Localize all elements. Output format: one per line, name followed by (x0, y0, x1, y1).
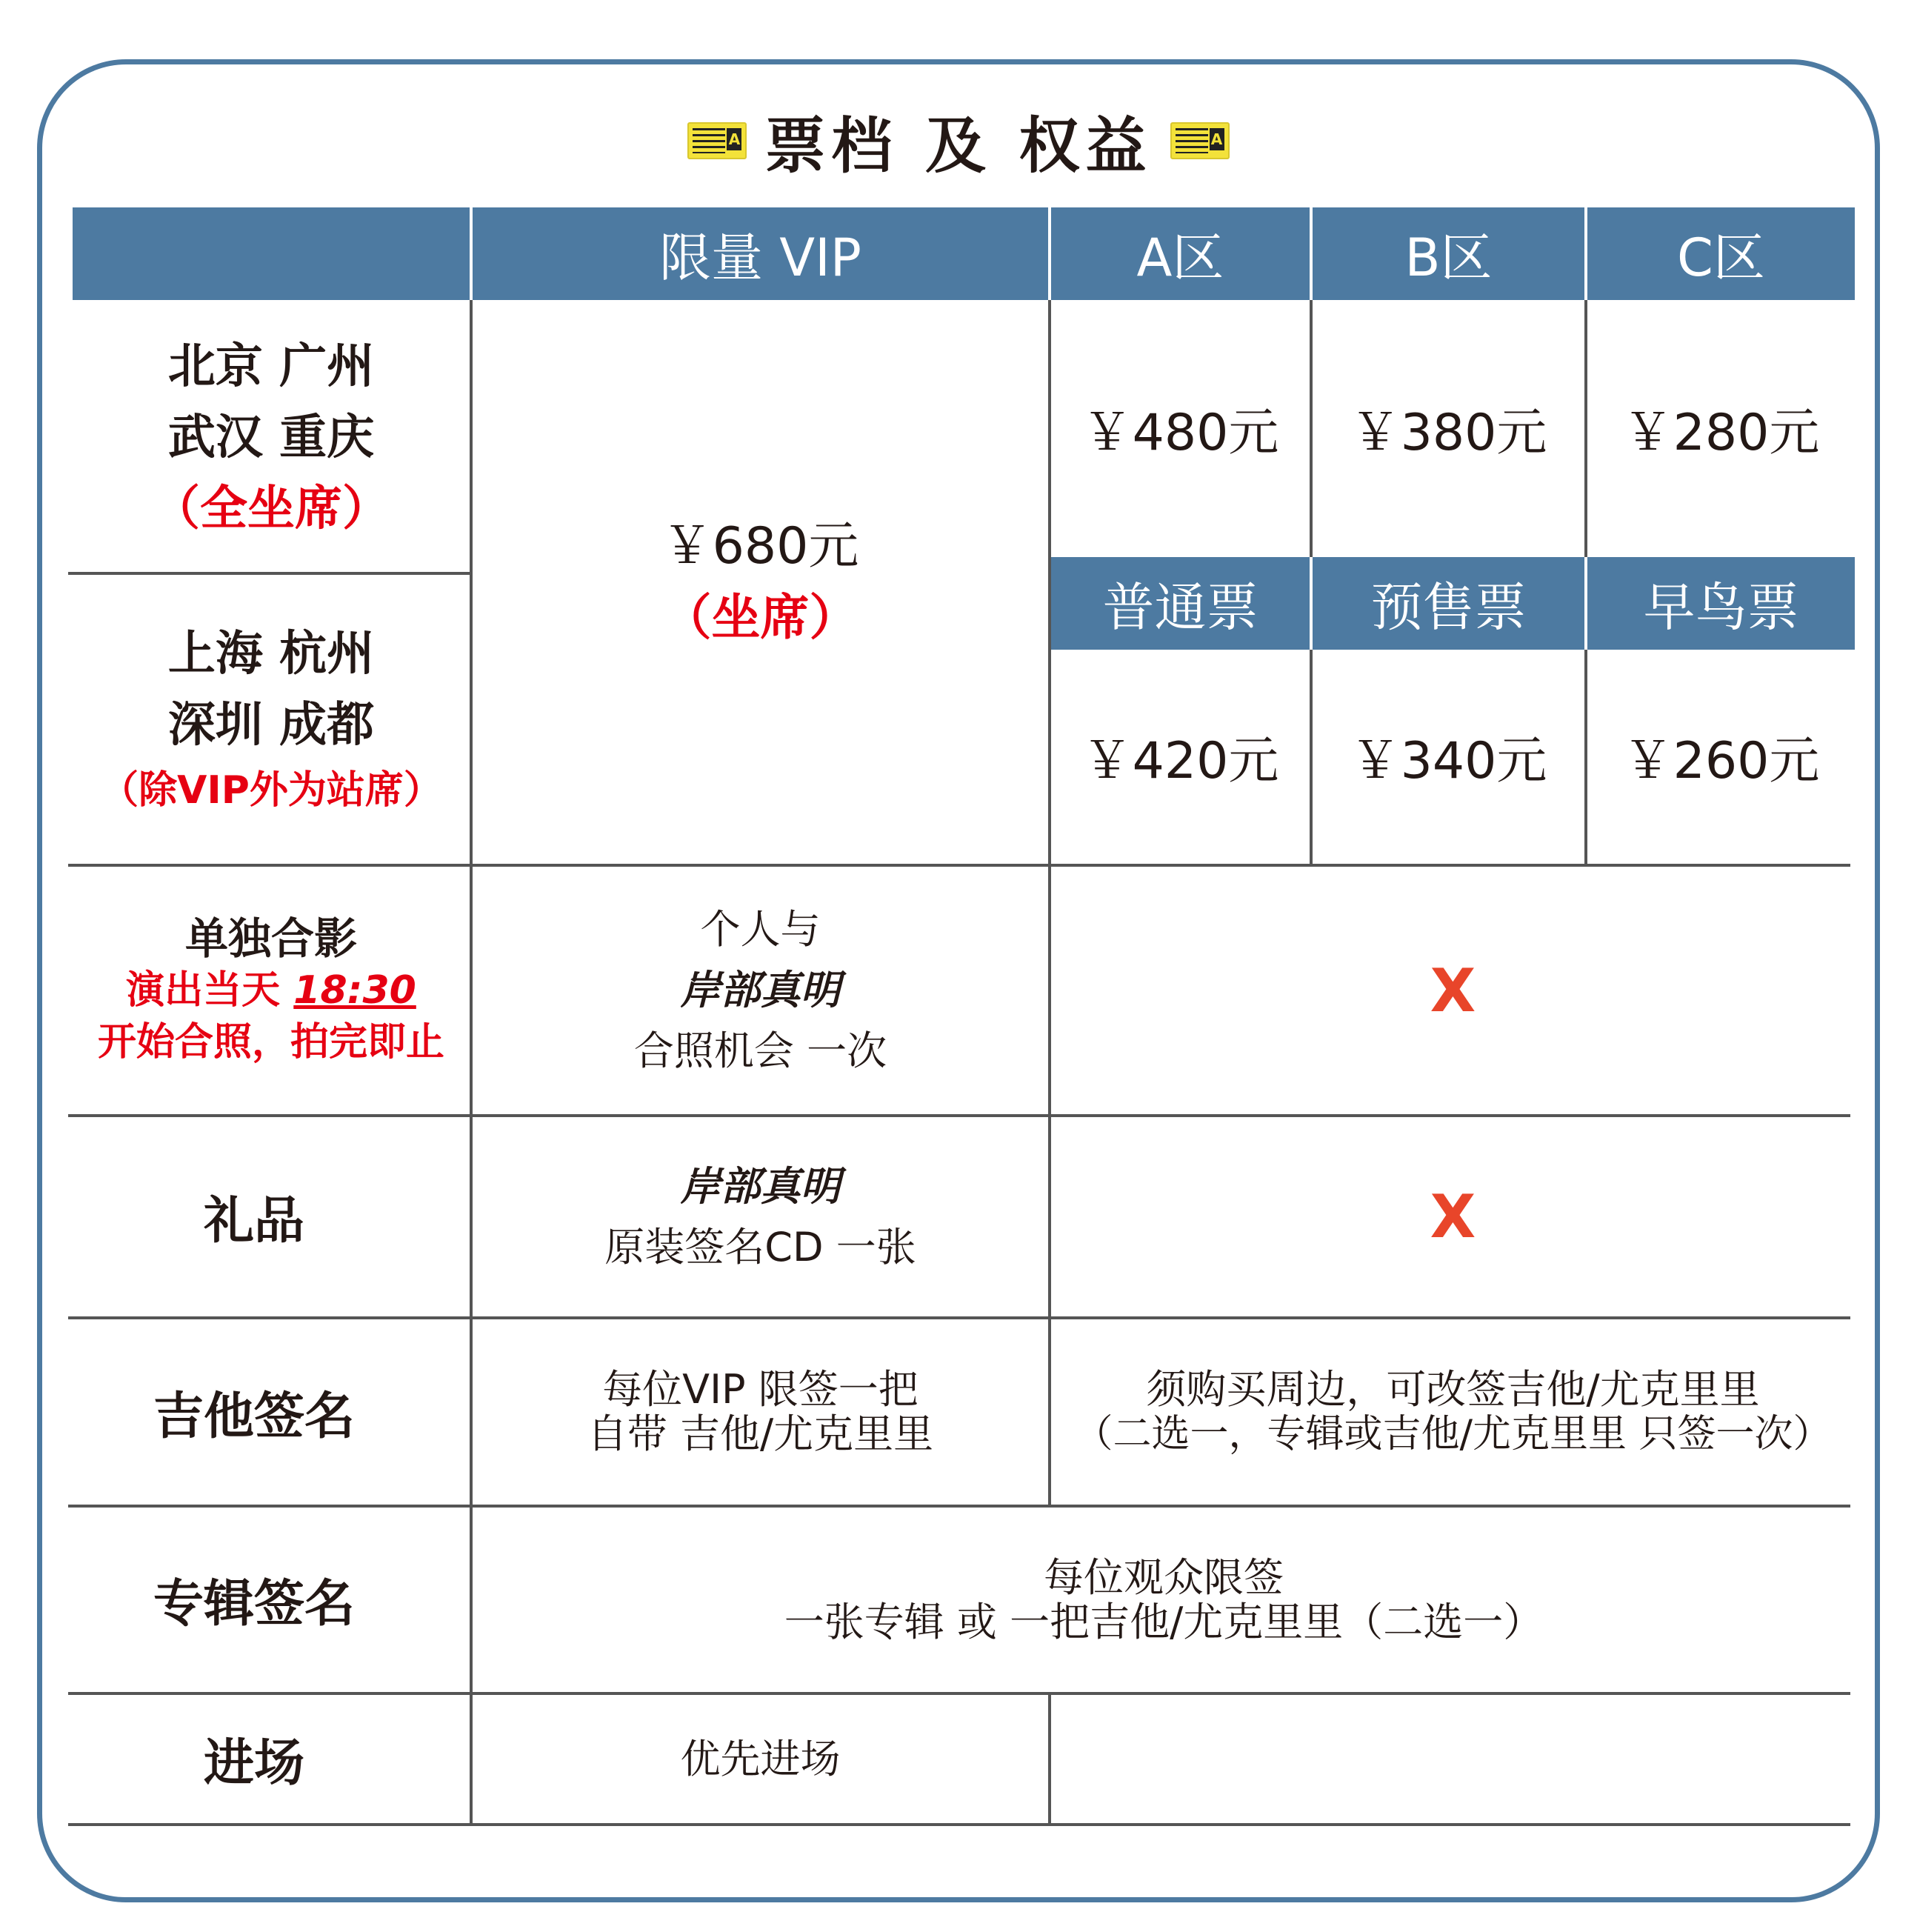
seat-note: （全坐席） (153, 482, 390, 536)
subheader-divider (1584, 557, 1587, 650)
photo-time: 18:30 (293, 968, 416, 1013)
guitar-vip-line: 每位VIP 限签一把 (602, 1366, 919, 1413)
gift-label: 礼品 (203, 1192, 304, 1250)
photo-note: 开始合照，拍完即止 (97, 1020, 444, 1065)
artist-name: 岸部真明 (680, 967, 841, 1013)
subheader-b: 预售票 (1313, 557, 1584, 650)
guitar-label: 吉他签名 (153, 1387, 355, 1446)
header-divider (470, 207, 473, 300)
city-line: 深圳 成都 (167, 698, 375, 753)
city-line: 上海 杭州 (167, 627, 375, 682)
guitar-other-line: 须购买周边，可改签吉他/尤克里里 (1146, 1366, 1760, 1413)
photo-label-cell (73, 867, 470, 1114)
photo-time-note (126, 965, 416, 1016)
guitar-vip-line: 自带 吉他/尤克里里 (587, 1410, 934, 1457)
concert-ticket-icon: A (1170, 122, 1230, 159)
subheader-divider (1310, 557, 1313, 650)
header-vip: 限量 VIP (659, 227, 861, 288)
artist-name: 岸部真明 (680, 1162, 841, 1210)
photo-note-prefix: 演出当天 (126, 968, 294, 1013)
vip-price: ￥680元 (661, 516, 859, 576)
guitar-other-cell (1051, 1319, 1855, 1505)
city-group-2 (73, 575, 470, 864)
photo-unavailable-mark: X (1430, 956, 1476, 1025)
vip-price-cell (473, 300, 1048, 864)
vip-seat-note: （坐席） (662, 588, 859, 646)
photo-vip-line: 个人与 (700, 906, 821, 953)
city-line: 北京 广州 (167, 339, 375, 394)
album-cell (473, 1508, 1855, 1692)
photo-vip-cell (473, 867, 1048, 1114)
city-group-1 (73, 304, 470, 572)
entry-label: 进场 (203, 1734, 304, 1793)
price-c-2: ￥260元 (1622, 732, 1820, 790)
city-line: 武汉 重庆 (167, 410, 375, 465)
header-divider (1310, 207, 1313, 300)
header-divider (1048, 207, 1051, 300)
entry-vip: 优先进场 (680, 1735, 841, 1782)
subheader-a: 普通票 (1051, 557, 1310, 650)
photo-vip-line: 合照机会 一次 (633, 1027, 887, 1074)
grid-line (1048, 1695, 1051, 1826)
price-a-1: ￥480元 (1081, 404, 1279, 462)
price-a-2: ￥420元 (1081, 732, 1279, 790)
guitar-other-line: （二选一，专辑或吉他/尤克里里 只签一次） (1074, 1412, 1832, 1456)
header-zone-a: A区 (1136, 227, 1224, 288)
header-divider (1584, 207, 1587, 300)
concert-ticket-icon: A (687, 122, 747, 159)
gift-vip-cell (473, 1117, 1048, 1316)
grid-line (68, 1823, 1850, 1826)
photo-label: 单独合影 (184, 913, 357, 964)
album-line: 一张专辑 或 一把吉他/尤克里里（二选一） (784, 1598, 1544, 1645)
price-b-1: ￥380元 (1350, 404, 1547, 462)
page-title (0, 96, 1917, 185)
subheader-c: 早鸟票 (1587, 557, 1855, 650)
album-line: 每位观众限签 (1044, 1553, 1284, 1601)
header-zone-c: C区 (1677, 227, 1765, 288)
album-label: 专辑签名 (153, 1575, 355, 1633)
price-b-2: ￥340元 (1350, 732, 1547, 790)
guitar-vip-cell (473, 1319, 1048, 1505)
header-zone-b: B区 (1404, 227, 1493, 288)
gift-vip-line: 原装签名CD 一张 (604, 1223, 916, 1270)
price-c-1: ￥280元 (1622, 404, 1820, 462)
gift-unavailable-mark: X (1430, 1182, 1476, 1251)
title-text: 票档 及 权益 (764, 110, 1153, 181)
seat-note: （除VIP外为站席） (100, 768, 442, 813)
